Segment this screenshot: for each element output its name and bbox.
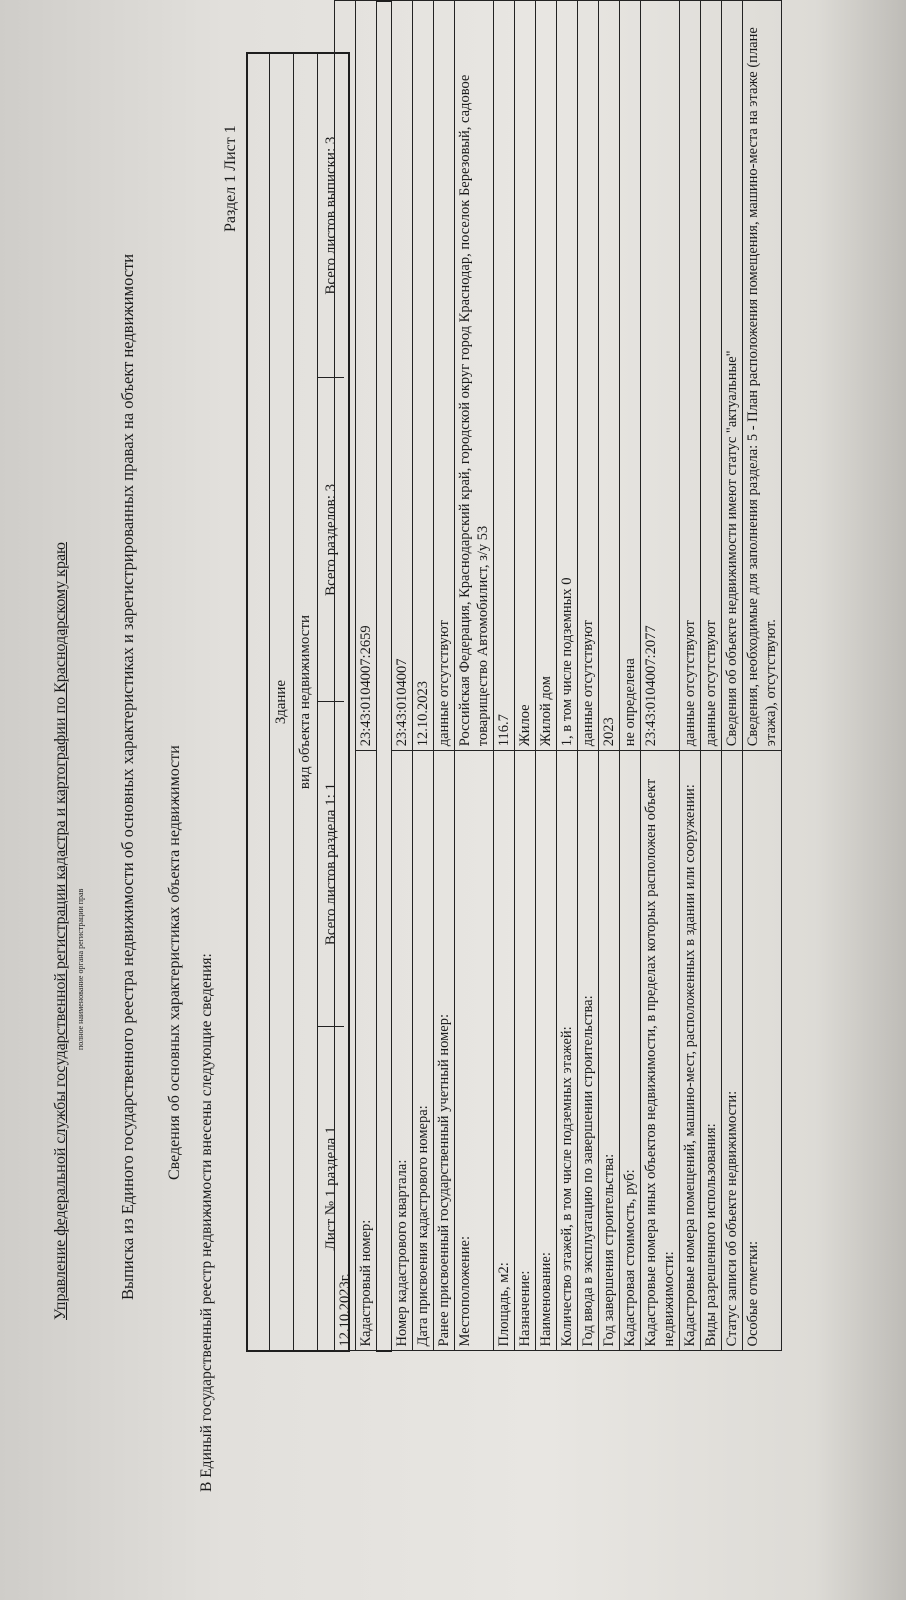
- row-label: Кадастровые номера иных объектов недвижимости, в пределах которых расположен объект недвижимости:: [641, 751, 680, 1351]
- row-label: Особые отметки:: [743, 751, 782, 1351]
- separator-row: [377, 1, 392, 1351]
- table-row: [557, 1, 578, 1351]
- row-label: Местоположение:: [455, 751, 494, 1351]
- table-row: [392, 1, 413, 1351]
- row-label: Наименование:: [536, 751, 557, 1351]
- table-row: [722, 1, 743, 1351]
- table-row: [701, 1, 722, 1351]
- table-row: [620, 1, 641, 1351]
- extract-date: 12.10.2023г.: [335, 1, 356, 1351]
- table-row: [455, 1, 494, 1351]
- row-value: Российская Федерация, Краснодарский край, городской округ город Краснодар, поселок Березовый, садовое товарищество Автомобилист, з/у 53: [455, 1, 494, 751]
- row-value: 23:43:0104007: [392, 1, 413, 751]
- characteristics-table: [334, 0, 782, 1352]
- row-label: Дата присвоения кадастрового номера:: [413, 751, 434, 1351]
- section-tag: Раздел 1 Лист 1: [222, 125, 239, 232]
- object-type: Здание: [273, 679, 289, 725]
- cadastral-label: Кадастровый номер:: [356, 751, 377, 1351]
- row-label: Статус записи об объекте недвижимости:: [722, 751, 743, 1351]
- row-value: Жилой дом: [536, 1, 557, 751]
- agency-name: Управление федеральной службы государственной регистрации кадастра и картографии по Краснодарскому краю: [52, 541, 69, 1320]
- row-value: 2023: [599, 1, 620, 751]
- row-label: Виды разрешенного использования:: [701, 751, 722, 1351]
- table-row: [515, 1, 536, 1351]
- row-value: Сведения об объекте недвижимости имеют статус "актуальные": [722, 1, 743, 751]
- row-label: Кадастровая стоимость, руб:: [620, 751, 641, 1351]
- table-row: [599, 1, 620, 1351]
- table-row: [641, 1, 680, 1351]
- row-value: 116.7: [494, 1, 515, 751]
- document-subtitle: Сведения об основных характеристиках объекта недвижимости: [166, 745, 183, 1180]
- table-row: [413, 1, 434, 1351]
- date-row: [335, 1, 356, 1351]
- object-type-caption-row: [294, 54, 318, 1350]
- sheet-number: Лист № 1 раздела 1: [318, 1026, 344, 1350]
- row-label: Количество этажей, в том числе подземных этажей:: [557, 751, 578, 1351]
- table-row: [494, 1, 515, 1351]
- header-empty-row: [248, 54, 270, 1350]
- document-title: Выписка из Единого государственного реестра недвижимости об основных характеристиках и зарегистрированных правах на объект недвижимости: [118, 253, 137, 1300]
- separator: [377, 1, 392, 1351]
- intro-text: В Единый государственный реестр недвижимости внесены следующие сведения:: [198, 953, 215, 1492]
- cadastral-row: [356, 1, 377, 1351]
- row-label: Ранее присвоенный государственный учетный номер:: [434, 751, 455, 1351]
- row-value: данные отсутствуют: [578, 1, 599, 751]
- row-label: Кадастровые номера помещений, машино-мест, расположенных в здании или сооружении:: [680, 751, 701, 1351]
- row-value: Жилое: [515, 1, 536, 751]
- table-row: [578, 1, 599, 1351]
- row-value: данные отсутствуют: [434, 1, 455, 751]
- row-label: Номер кадастрового квартала:: [392, 751, 413, 1351]
- table-row: [536, 1, 557, 1351]
- agency-note: полное наименование органа регистрации прав: [76, 888, 85, 1050]
- object-type-row: [270, 54, 294, 1350]
- row-label: Год ввода в эксплуатацию по завершении строительства:: [578, 751, 599, 1351]
- cadastral-value: 23:43:0104007:2659: [356, 1, 377, 751]
- row-label: Площадь, м2:: [494, 751, 515, 1351]
- sheets-in-section: Всего листов раздела 1: 1: [318, 702, 344, 1026]
- row-value: данные отсутствуют: [701, 1, 722, 751]
- row-value: Сведения, необходимые для заполнения раздела: 5 - План расположения помещения, машино-места на этаже (плане этажа), отсутствуют.: [743, 1, 782, 751]
- table-row: [434, 1, 455, 1351]
- row-label: Год завершения строительства:: [599, 751, 620, 1351]
- row-value: 1, в том числе подземных 0: [557, 1, 578, 751]
- sheets-total: Всего листов выписки: 3: [323, 136, 339, 295]
- row-value: 23:43:0104007:2077: [641, 1, 680, 751]
- row-value: данные отсутствуют: [680, 1, 701, 751]
- table-row: [743, 1, 782, 1351]
- object-type-caption: вид объекта недвижимости: [297, 614, 313, 790]
- table-row: [680, 1, 701, 1351]
- row-value: 12.10.2023: [413, 1, 434, 751]
- row-label: Назначение:: [515, 751, 536, 1351]
- sections-total: Всего разделов: 3: [318, 377, 344, 701]
- row-value: не определена: [620, 1, 641, 751]
